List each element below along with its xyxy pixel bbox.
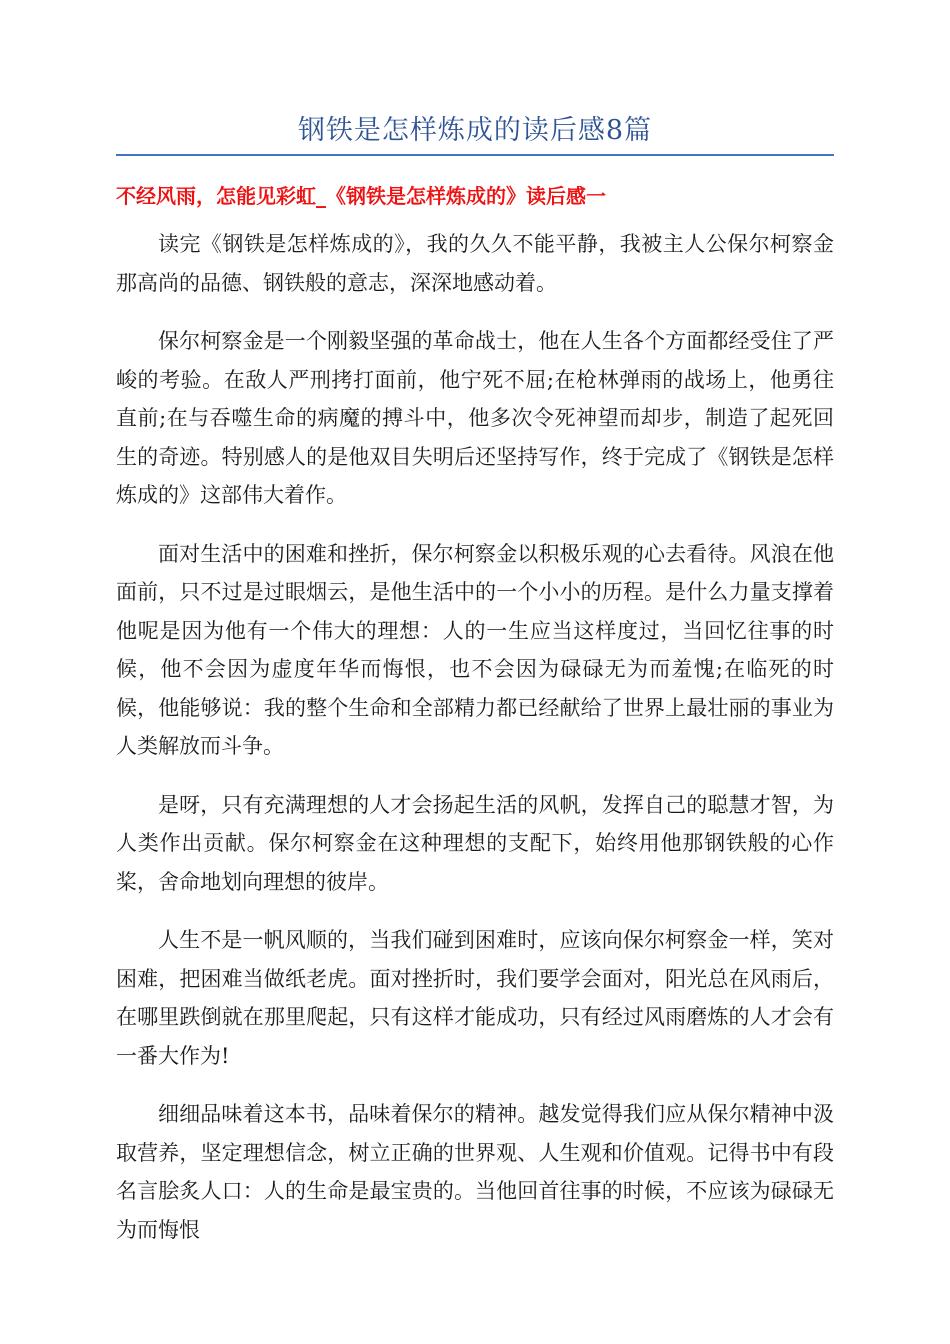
title-underline-rule [116,154,834,156]
paragraph-4: 是呀，只有充满理想的人才会扬起生活的风帆，发挥自己的聪慧才智，为人类作出贡献。保尔柯察金在这种理想的支配下，始终用他那钢铁般的心作桨，舍命地划向理想的彼岸。 [116,792,834,894]
paragraph-3: 面对生活中的困难和挫折，保尔柯察金以积极乐观的心去看待。风浪在他面前，只不过是过眼烟云，是他生活中的一个小小的历程。是什么力量支撑着他呢是因为他有一个伟大的理想：人的一生应当这样度过，当回忆往事的时候，他不会因为虚度年华而悔恨，也不会因为碌碌无为而羞愧;在临死的时候，他能够说：我的整个生命和全部精力都已经献给了世界上最壮丽的事业为人类解放而斗争。 [116,541,834,758]
document-title: 钢铁是怎样炼成的读后感8篇 [297,115,653,146]
paragraph-2: 保尔柯察金是一个刚毅坚强的革命战士，他在人生各个方面都经受住了严峻的考验。在敌人严刑拷打面前，他宁死不屈;在枪林弹雨的战场上，他勇往直前;在与吞噬生命的病魔的搏斗中，他多次令死神望而却步，制造了起死回生的奇迹。特别感人的是他双目失明后还坚持写作，终于完成了《钢铁是怎样炼成的》这部伟大着作。 [116,329,834,507]
paragraph-1: 读完《钢铁是怎样炼成的》，我的久久不能平静，我被主人公保尔柯察金那高尚的品德、钢铁般的意志，深深地感动着。 [116,232,834,295]
section-heading: 不经风雨，怎能见彩虹_《钢铁是怎样炼成的》读后感一 [116,184,606,208]
body-text [116,225,834,1269]
paragraph-5: 人生不是一帆风顺的，当我们碰到困难时，应该向保尔柯察金一样，笑对困难，把困难当做纸老虎。面对挫折时，我们要学会面对，阳光总在风雨后，在哪里跌倒就在那里爬起，只有这样才能成功，只有经过风雨磨炼的人才会有一番大作为! [116,928,834,1068]
paragraph-6: 细细品味着这本书，品味着保尔的精神。越发觉得我们应从保尔精神中汲取营养，坚定理想信念，树立正确的世界观、人生观和价值观。记得书中有段名言脍炙人口：人的生命是最宝贵的。当他回首往事的时候，不应该为碌碌无为而悔恨 [116,1102,834,1242]
